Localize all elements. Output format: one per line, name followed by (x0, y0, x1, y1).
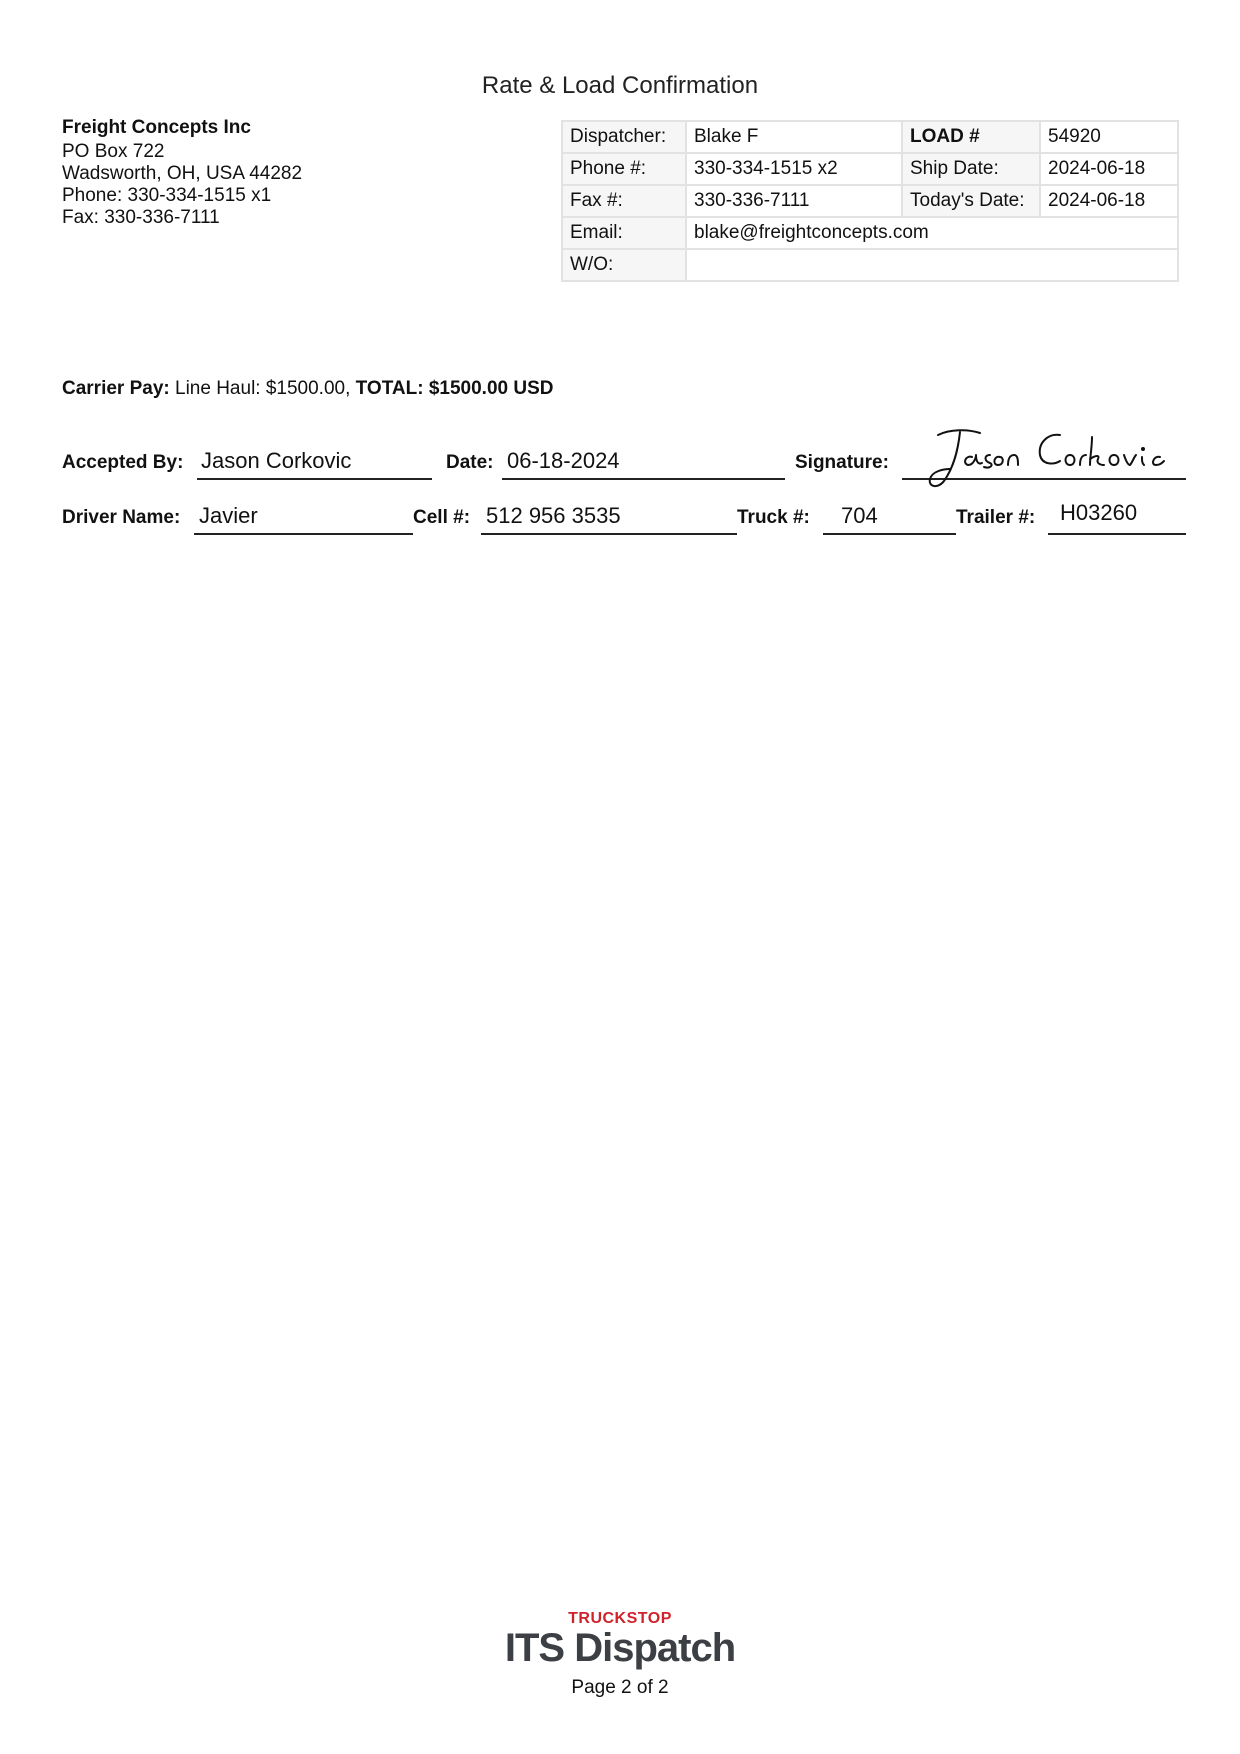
accepted-by-field (197, 448, 432, 480)
truck-value: 704 (841, 503, 878, 528)
signature-image (920, 425, 1186, 497)
trailer-label: Trailer #: (956, 507, 1036, 528)
ship-date-label: Ship Date: (902, 153, 1040, 185)
trailer-field (1048, 500, 1186, 535)
brand-top-text: TRUCKSTOP (568, 1610, 672, 1627)
company-block (62, 117, 302, 229)
todays-date-label: Today's Date: (902, 185, 1040, 217)
ship-date-value: 2024-06-18 (1040, 153, 1178, 185)
date-value: 06-18-2024 (507, 448, 620, 473)
driver-name-value: Javier (199, 503, 258, 528)
fax-label: Fax #: (562, 185, 686, 217)
table-row (562, 249, 1178, 281)
wo-label: W/O: (562, 249, 686, 281)
brand-main-text: ITS Dispatch (504, 1626, 736, 1670)
dispatcher-label: Dispatcher: (562, 121, 686, 153)
table-row (562, 121, 1178, 153)
truck-label: Truck #: (737, 507, 810, 528)
document-title: Rate & Load Confirmation (481, 72, 759, 99)
load-number-label: LOAD # (902, 121, 1040, 153)
line-haul-text: Line Haul: $1500.00, (169, 378, 356, 399)
cell-label: Cell #: (413, 507, 471, 528)
driver-name-field (194, 503, 413, 535)
load-info-table (561, 120, 1179, 282)
fax-value: 330-336-7111 (686, 185, 902, 217)
wo-value (686, 249, 1178, 281)
table-row (562, 153, 1178, 185)
company-name: Freight Concepts Inc (62, 117, 251, 138)
table-row (562, 185, 1178, 217)
truck-field (823, 503, 956, 535)
signature-label: Signature: (795, 452, 889, 473)
company-address-line1: PO Box 722 (62, 141, 165, 162)
phone-value: 330-334-1515 x2 (686, 153, 902, 185)
accepted-by-value: Jason Corkovic (201, 448, 352, 473)
trailer-value: H03260 (1060, 500, 1138, 525)
todays-date-value: 2024-06-18 (1040, 185, 1178, 217)
carrier-pay-line (62, 378, 553, 400)
table-row (562, 217, 1178, 249)
page-number: Page 2 of 2 (571, 1677, 669, 1698)
date-field (502, 448, 785, 480)
company-phone: Phone: 330-334-1515 x1 (62, 185, 272, 206)
cell-field (481, 503, 737, 535)
load-number-value: 54920 (1040, 121, 1178, 153)
date-label: Date: (446, 452, 494, 473)
carrier-pay-label: Carrier Pay: (62, 378, 170, 399)
email-value: blake@freightconcepts.com (686, 217, 1178, 249)
accepted-by-label: Accepted By: (62, 452, 184, 473)
phone-label: Phone #: (562, 153, 686, 185)
dispatcher-value: Blake F (686, 121, 902, 153)
email-label: Email: (562, 217, 686, 249)
company-fax: Fax: 330-336-7111 (62, 207, 220, 228)
cell-value: 512 956 3535 (486, 503, 621, 528)
brand-logo (0, 1610, 1240, 1668)
company-address-line2: Wadsworth, OH, USA 44282 (62, 163, 303, 184)
driver-name-label: Driver Name: (62, 507, 181, 528)
total-text: TOTAL: $1500.00 USD (355, 378, 554, 399)
